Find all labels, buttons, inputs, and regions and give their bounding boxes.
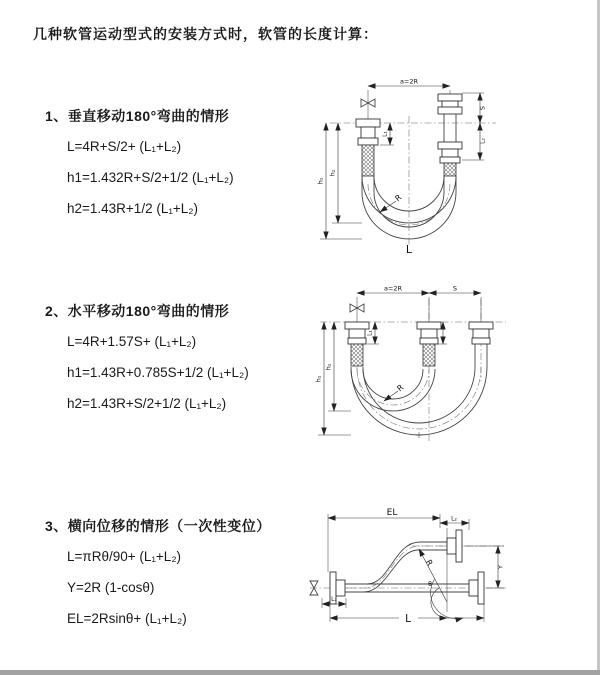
label-r: R (395, 382, 406, 394)
page-title: 几种软管运动型式的安装方式时，软管的长度计算： (33, 26, 378, 42)
label-h2: h₂ (328, 169, 337, 177)
label-r: R (423, 558, 435, 568)
section-2-heading: 2、水平移动180°弯曲的情形 (45, 303, 230, 319)
left-pipe-fitting (356, 90, 380, 176)
formula-l: L=4R+1.57S+ (L₁+L₂) (67, 334, 197, 349)
radius-leader (384, 391, 398, 401)
label-l1: L₁ (366, 330, 374, 336)
label-l1: L₁ (381, 131, 389, 137)
formula-h1: h1=1.43R+0.785S+1/2 (L₁+L₂) (67, 365, 249, 380)
formula-l: L=πRθ/90+ (L₁+L₂) (67, 549, 182, 564)
right-pipe-fitting (438, 90, 462, 176)
section-lateral-displacement (45, 516, 300, 640)
upper-right-flange (447, 530, 462, 562)
theta-arc-1 (431, 588, 447, 618)
braided-hose-section (423, 344, 435, 366)
label-h1: h₁ (314, 375, 323, 383)
label-theta: θ (428, 581, 432, 588)
scan-edge-bottom (0, 670, 600, 675)
flange-right-lower (478, 572, 484, 604)
label-h1: h₁ (316, 177, 325, 185)
label-h2: h₂ (324, 363, 333, 371)
formula-y: Y=2R (1-cosθ) (67, 580, 155, 595)
label-y: Y (496, 565, 505, 569)
formula-h2: h2=1.43R+1/2 (L₁+L₂) (67, 201, 199, 216)
section-horizontal-180 (45, 301, 300, 425)
diagram-lateral-displacement (292, 500, 597, 658)
braided-hose-section (362, 145, 374, 176)
label-a2r: a=2R (399, 77, 419, 86)
braided-hose-section (351, 344, 363, 366)
bottom-tick (416, 432, 422, 438)
left-pipe-fitting (345, 297, 369, 366)
formula-h2: h2=1.43R+S/2+1/2 (L₁+L₂) (67, 396, 227, 411)
label-l: L (405, 243, 413, 256)
label-l2: L₂ (479, 138, 487, 144)
formula-el: EL=2Rsinθ+ (L₁+L₂) (67, 611, 187, 626)
diagram-horizontal-180-u-bend (298, 281, 595, 463)
label-a2r: a=2R (383, 284, 403, 293)
label-l: L (405, 613, 411, 625)
hose-u-bend-positions (351, 367, 487, 435)
middle-pipe-fitting (417, 297, 441, 366)
section-3-heading: 3、横向位移的情形（一次性变位） (45, 518, 271, 534)
hose-centerline-arc-1 (357, 369, 429, 405)
label-l1: L₁ (331, 596, 337, 603)
label-s: S (452, 284, 458, 293)
braided-hose-section (444, 163, 456, 176)
dimensions (322, 514, 504, 622)
label-s: S (478, 105, 487, 111)
label-r: R (393, 192, 404, 204)
label-el: EL (386, 508, 398, 518)
formula-h1: h1=1.432R+S/2+1/2 (L₁+L₂) (67, 170, 234, 185)
label-l2: L₂ (451, 515, 457, 523)
section-1-heading: 1、垂直移动180°弯曲的情形 (45, 108, 230, 124)
radius-leader (380, 201, 396, 212)
diagram-vertical-180-u-bend (300, 76, 592, 258)
section-vertical-180 (45, 106, 300, 230)
formula-l: L=4R+S/2+ (L₁+L₂) (67, 139, 182, 154)
